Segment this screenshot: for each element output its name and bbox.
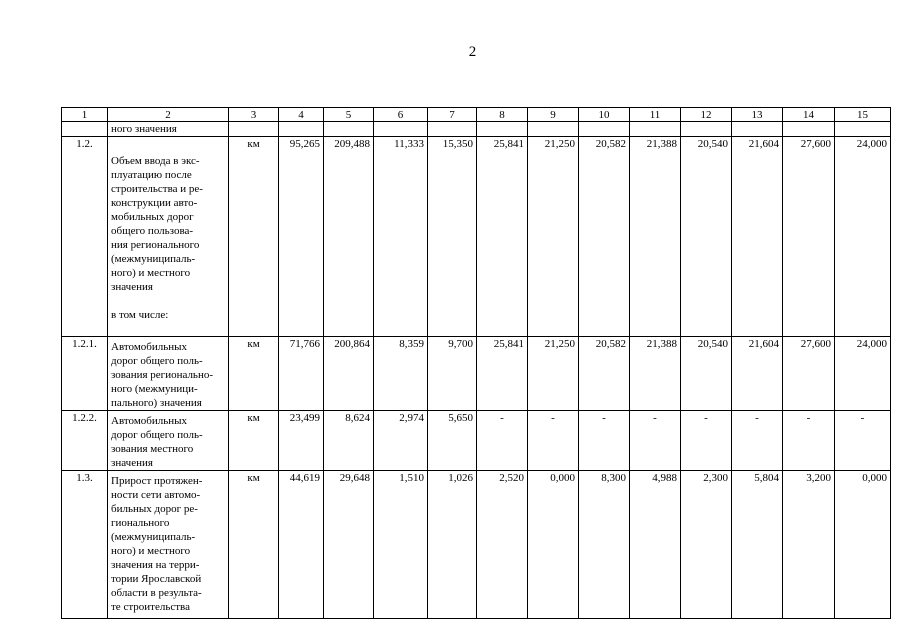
row-value: 8,624 <box>324 411 374 471</box>
row-value: 44,619 <box>279 471 324 619</box>
table-header-row <box>62 108 891 122</box>
row-unit: км <box>229 411 279 471</box>
row-value: 4,988 <box>630 471 681 619</box>
row-value <box>579 122 630 137</box>
table-row <box>62 411 891 471</box>
row-value: 2,520 <box>477 471 528 619</box>
row-name: ного значения <box>108 122 229 137</box>
row-value: 21,604 <box>732 337 783 411</box>
column-header: 9 <box>528 108 579 122</box>
row-value <box>428 122 477 137</box>
row-value: 3,200 <box>783 471 835 619</box>
row-value: 9,700 <box>428 337 477 411</box>
row-value: 5,650 <box>428 411 477 471</box>
row-value: 0,000 <box>835 471 891 619</box>
row-value <box>835 122 891 137</box>
row-value: 20,582 <box>579 337 630 411</box>
row-name: Прирост протяжен- ности сети автомо- бильных дорог ре- гионального (межмуниципаль- ного) и местного значения на терри- тории Ярославской области в результа- те строительства <box>108 471 229 619</box>
column-header: 15 <box>835 108 891 122</box>
row-value: 209,488 <box>324 137 374 337</box>
row-value: 95,265 <box>279 137 324 337</box>
row-value: 1,510 <box>374 471 428 619</box>
row-value <box>324 122 374 137</box>
row-value: - <box>528 411 579 471</box>
row-value: 21,250 <box>528 137 579 337</box>
column-header: 3 <box>229 108 279 122</box>
row-value: 23,499 <box>279 411 324 471</box>
column-header: 13 <box>732 108 783 122</box>
column-header: 8 <box>477 108 528 122</box>
row-value: 20,540 <box>681 337 732 411</box>
row-value <box>630 122 681 137</box>
column-header: 10 <box>579 108 630 122</box>
column-header: 1 <box>62 108 108 122</box>
row-value <box>681 122 732 137</box>
row-value <box>783 122 835 137</box>
row-unit: км <box>229 471 279 619</box>
row-value: 20,582 <box>579 137 630 337</box>
row-value: - <box>579 411 630 471</box>
row-sub-label: в том числе: <box>111 309 169 321</box>
row-number: 1.3. <box>62 471 108 619</box>
row-value: 27,600 <box>783 137 835 337</box>
row-value: 15,350 <box>428 137 477 337</box>
row-value: 21,388 <box>630 337 681 411</box>
row-value: 21,604 <box>732 137 783 337</box>
row-number: 1.2. <box>62 137 108 337</box>
row-value: - <box>732 411 783 471</box>
row-name: Автомобильных дорог общего поль- зования местного значения <box>108 411 229 471</box>
row-number: 1.2.1. <box>62 337 108 411</box>
row-value: 0,000 <box>528 471 579 619</box>
row-unit <box>229 122 279 137</box>
row-name-cell <box>108 137 229 337</box>
table-row <box>62 337 891 411</box>
row-value <box>279 122 324 137</box>
row-value: 25,841 <box>477 137 528 337</box>
row-value: - <box>630 411 681 471</box>
column-header: 5 <box>324 108 374 122</box>
column-header: 7 <box>428 108 477 122</box>
row-value: 29,648 <box>324 471 374 619</box>
row-unit: км <box>229 137 279 337</box>
row-value: 2,300 <box>681 471 732 619</box>
column-header: 14 <box>783 108 835 122</box>
column-header: 6 <box>374 108 428 122</box>
row-value: 25,841 <box>477 337 528 411</box>
row-value <box>477 122 528 137</box>
row-value <box>732 122 783 137</box>
table-row <box>62 122 891 137</box>
row-unit: км <box>229 337 279 411</box>
column-header: 2 <box>108 108 229 122</box>
column-header: 11 <box>630 108 681 122</box>
row-name: Объем ввода в экс- плуатацию после строительства и ре- конструкции авто- мобильных дорог общего пользова- ния регионального (межмуниципаль- ного) и местного значения <box>111 155 203 293</box>
row-value: 20,540 <box>681 137 732 337</box>
row-value: 24,000 <box>835 137 891 337</box>
row-value <box>528 122 579 137</box>
row-value: 200,864 <box>324 337 374 411</box>
row-value: 21,250 <box>528 337 579 411</box>
column-header: 12 <box>681 108 732 122</box>
row-value: 8,359 <box>374 337 428 411</box>
column-header: 4 <box>279 108 324 122</box>
row-value: 11,333 <box>374 137 428 337</box>
row-value: 1,026 <box>428 471 477 619</box>
data-table <box>61 107 891 619</box>
row-value: - <box>835 411 891 471</box>
table-row <box>62 137 891 337</box>
row-value: 5,804 <box>732 471 783 619</box>
row-value: 71,766 <box>279 337 324 411</box>
row-name: Автомобильных дорог общего поль- зования регионально- ного (межмуници- пального) значения <box>108 337 229 411</box>
row-number: 1.2.2. <box>62 411 108 471</box>
row-value: - <box>477 411 528 471</box>
page-number: 2 <box>468 44 477 60</box>
row-number <box>62 122 108 137</box>
row-value: - <box>681 411 732 471</box>
row-value <box>374 122 428 137</box>
row-value: 8,300 <box>579 471 630 619</box>
row-value: 2,974 <box>374 411 428 471</box>
row-value: 24,000 <box>835 337 891 411</box>
table-row <box>62 471 891 619</box>
row-value: 27,600 <box>783 337 835 411</box>
row-value: - <box>783 411 835 471</box>
row-value: 21,388 <box>630 137 681 337</box>
